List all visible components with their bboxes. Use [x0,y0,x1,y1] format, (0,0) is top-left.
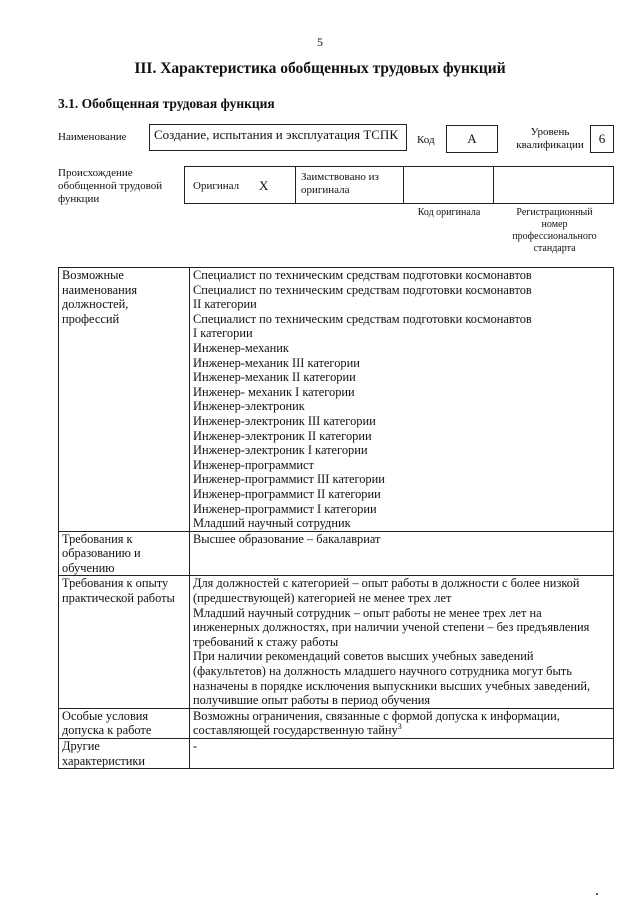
row-value-experience [190,576,614,708]
row-label-education [59,531,190,576]
code-value-box [446,125,498,153]
origin-label [58,167,178,206]
row-label-line: Возможные [62,268,124,282]
experience-line: Для должностей с категорией – опыт работы в должности с более низкой [193,576,580,591]
position-line: Инженер-электроник [193,399,305,414]
row-label-line: Требования к [62,531,133,546]
education-line: Высшее образование – бакалавриат [193,531,381,546]
position-line: Инженер-программист III категории [193,472,385,487]
experience-line: (предшествующей) категорией не менее трех лет [193,591,452,606]
level-value-box [590,125,614,153]
section-title: III. Характеристика обобщенных трудовых функций [134,60,506,77]
scan-speck [596,893,598,895]
other-line: - [193,739,198,753]
row-label-line: Другие [62,739,100,753]
row-value-education [190,531,614,576]
experience-line: Младший научный сотрудник – опыт работы не менее трех лет на [193,605,542,620]
position-line: Инженер-механик III категории [193,355,360,370]
row-label-other [59,739,190,769]
row-label-line: должностей, [62,297,129,312]
position-line: Инженер-программист [193,457,314,472]
row-label-line: Требования к опыту [62,576,169,591]
reg-caption-line-1: Регистрационный [516,207,593,218]
table-row [59,531,614,576]
experience-line: (факультетов) на должность младшего научного сотрудника могут быть [193,664,572,679]
footnote-mark: 3 [397,722,402,732]
code-value: А [467,131,477,146]
access-line: Возможны ограничения, связанные с формой допуска к информации, [193,708,560,723]
origin-grid [184,166,614,204]
original-label: Оригинал [193,180,240,192]
position-line: Инженер-электроник I категории [193,443,368,458]
row-label-line: образованию и [62,546,141,561]
name-value-box [149,124,407,151]
position-line: II категории [193,297,257,312]
level-label [510,126,590,152]
position-line: Инженер- механик I категории [193,384,355,399]
subsection-title: 3.1. Обобщенная трудовая функция [58,96,275,111]
row-label-experience [59,576,190,708]
row-label-line: наименования [62,282,138,297]
row-label-line: обучению [62,560,115,575]
borrowed-label-line-1: Заимствовано из [301,171,379,183]
row-value-access [190,708,614,738]
position-line: Инженер-программист I категории [193,501,377,516]
position-line: Инженер-механик II категории [193,370,356,385]
experience-line: назначены в порядке исключения выпускники высших учебных заведений, [193,678,591,693]
row-label-access [59,708,190,738]
origin-divider-2 [403,167,404,203]
code-label: Код [417,134,435,146]
access-line: составляющей государственную тайну [193,723,398,738]
name-value: Создание, испытания и эксплуатация ТСПК [154,127,398,142]
position-line: Специалист по техническим средствам подготовки космонавтов [193,282,532,297]
level-value: 6 [598,131,606,146]
position-line: Инженер-программист II категории [193,486,381,501]
table-row [59,739,614,769]
origin-divider-1 [295,167,296,203]
level-label-line-2: квалификации [516,139,584,151]
table-row [59,268,614,532]
position-line: Специалист по техническим средствам подготовки космонавтов [193,268,532,282]
position-line: Младший научный сотрудник [193,516,351,531]
name-label: Наименование [58,131,127,143]
experience-line: получившие опыт работы в период обучения [193,693,431,708]
original-mark: X [259,178,269,193]
origin-label-line-1: Происхождение [58,167,133,179]
position-line: Инженер-механик [193,340,289,355]
code-original-caption: Код оригинала [417,207,481,218]
access-line-with-footnote [193,723,610,738]
row-label-line: практической работы [62,591,175,606]
origin-divider-3 [493,167,494,203]
reg-caption-line-4: стандарта [533,243,576,254]
row-value-other [190,739,614,769]
position-line: Инженер-электроник III категории [193,413,376,428]
position-line: Специалист по техническим средствам подготовки космонавтов [193,311,532,326]
row-label-line: характеристики [62,753,146,768]
borrowed-label-line-2: оригинала [301,184,350,196]
experience-line: При наличии рекомендаций советов высших учебных заведений [193,649,534,664]
row-label-positions [59,268,190,532]
origin-label-line-3: функции [58,193,100,205]
row-label-line: допуска к работе [62,723,152,738]
reg-number-caption [495,207,614,255]
row-label-line: профессий [62,311,120,326]
borrowed-label [301,171,401,197]
row-value-positions [190,268,614,532]
reg-caption-line-2: номер [541,219,568,230]
reg-caption-line-3: профессионального [512,231,597,242]
row-label-line: Особые условия [62,708,149,723]
experience-line: требований к стажу работы [193,634,339,649]
level-label-line-1: Уровень [530,126,570,138]
experience-line: инженерных должностях, при наличии ученой степени – без предъявления [193,620,590,635]
page-number: 5 [317,35,323,49]
origin-label-line-2: обобщенной трудовой [58,180,163,192]
position-line: Инженер-электроник II категории [193,428,372,443]
table-row [59,576,614,708]
table-row [59,708,614,738]
position-line: I категории [193,326,253,341]
characteristics-table [58,267,614,769]
